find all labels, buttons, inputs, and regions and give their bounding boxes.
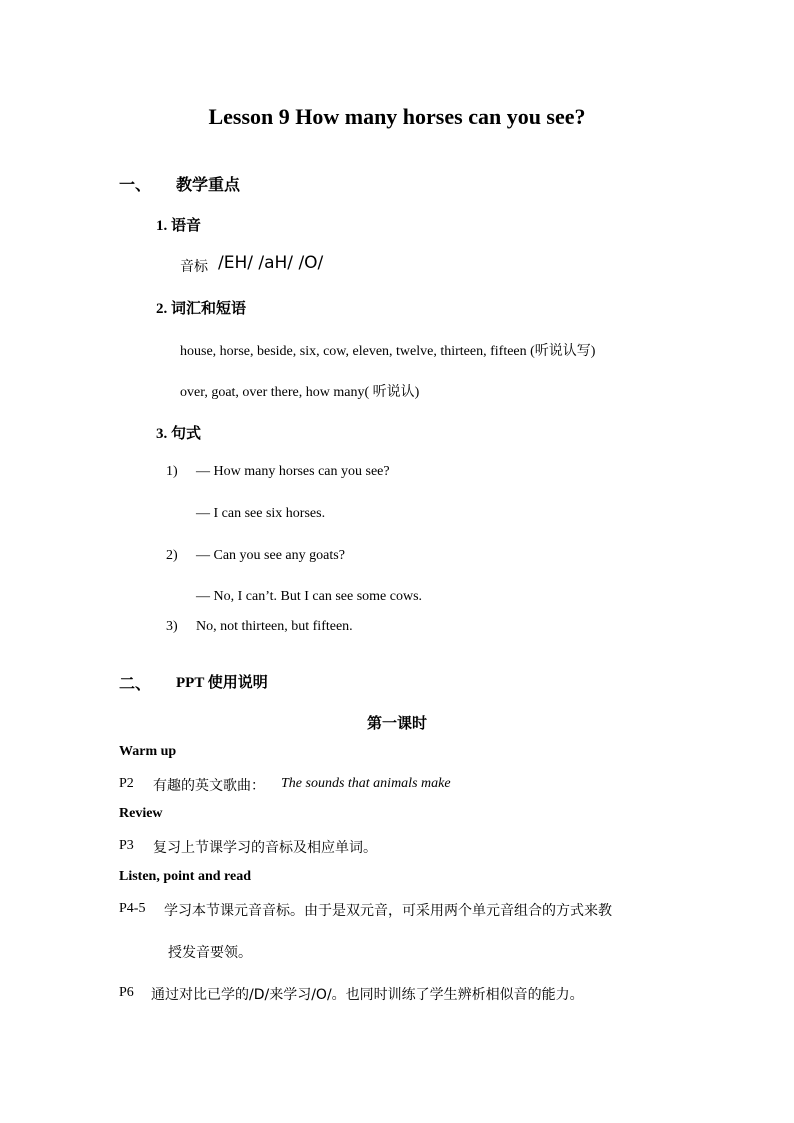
sentence-2-question: — Can you see any goats?: [196, 548, 345, 563]
sentence-3-text: No, not thirteen, but fifteen.: [196, 619, 353, 634]
vocab-line-1: house, horse, beside, six, cow, eleven, twelve, thirteen, fifteen (听说认写): [180, 344, 596, 359]
p45-code: P4-5: [119, 901, 146, 916]
section2-heading: PPT 使用说明: [176, 675, 268, 691]
p45-text: 学习本节课元音音标。由于是双元音，可采用两个单元音组合的方式来教: [164, 903, 612, 919]
phonetic-prefix: 音标: [180, 259, 208, 275]
p45-continuation: 授发音要领。: [168, 945, 252, 961]
section1-number: 一、: [119, 177, 152, 194]
page-title: Lesson 9 How many horses can you see?: [208, 104, 586, 129]
sentence-1-question: — How many horses can you see?: [196, 464, 390, 479]
sub1-label: 1. 语音: [156, 218, 202, 234]
sentence-1-answer: — I can see six horses.: [196, 506, 326, 521]
vocab-line-2: over, goat, over there, how many( 听说认): [180, 385, 420, 400]
p2-text: 有趣的英文歌曲：: [153, 778, 265, 794]
p3-text: 复习上节课学习的音标及相应单词。: [153, 840, 377, 856]
p6-text: 通过对比已学的/D/来学习/O/。也同时训练了学生辨析相似音的能力。: [151, 987, 584, 1003]
p6-code: P6: [119, 985, 134, 1000]
sub2-label: 2. 词汇和短语: [156, 301, 247, 317]
phonetic-symbols: /EH/ /aH/ /O/: [218, 253, 324, 273]
warm-up-heading: Warm up: [119, 744, 177, 759]
review-heading: Review: [119, 806, 163, 821]
p3-code: P3: [119, 838, 134, 853]
listen-heading: Listen, point and read: [119, 869, 251, 884]
section1-heading: 教学重点: [176, 177, 241, 194]
p2-code: P2: [119, 776, 134, 791]
sentence-2-number: 2): [166, 548, 178, 563]
sentence-2-answer: — No, I can’t. But I can see some cows.: [196, 589, 423, 604]
p2-song: The sounds that animals make: [281, 776, 451, 791]
sentence-3-number: 3): [166, 619, 178, 634]
section2-number: 二、: [119, 676, 152, 693]
lesson-period: 第一课时: [366, 716, 427, 732]
sentence-1-number: 1): [166, 464, 178, 479]
sub3-label: 3. 句式: [156, 426, 202, 442]
